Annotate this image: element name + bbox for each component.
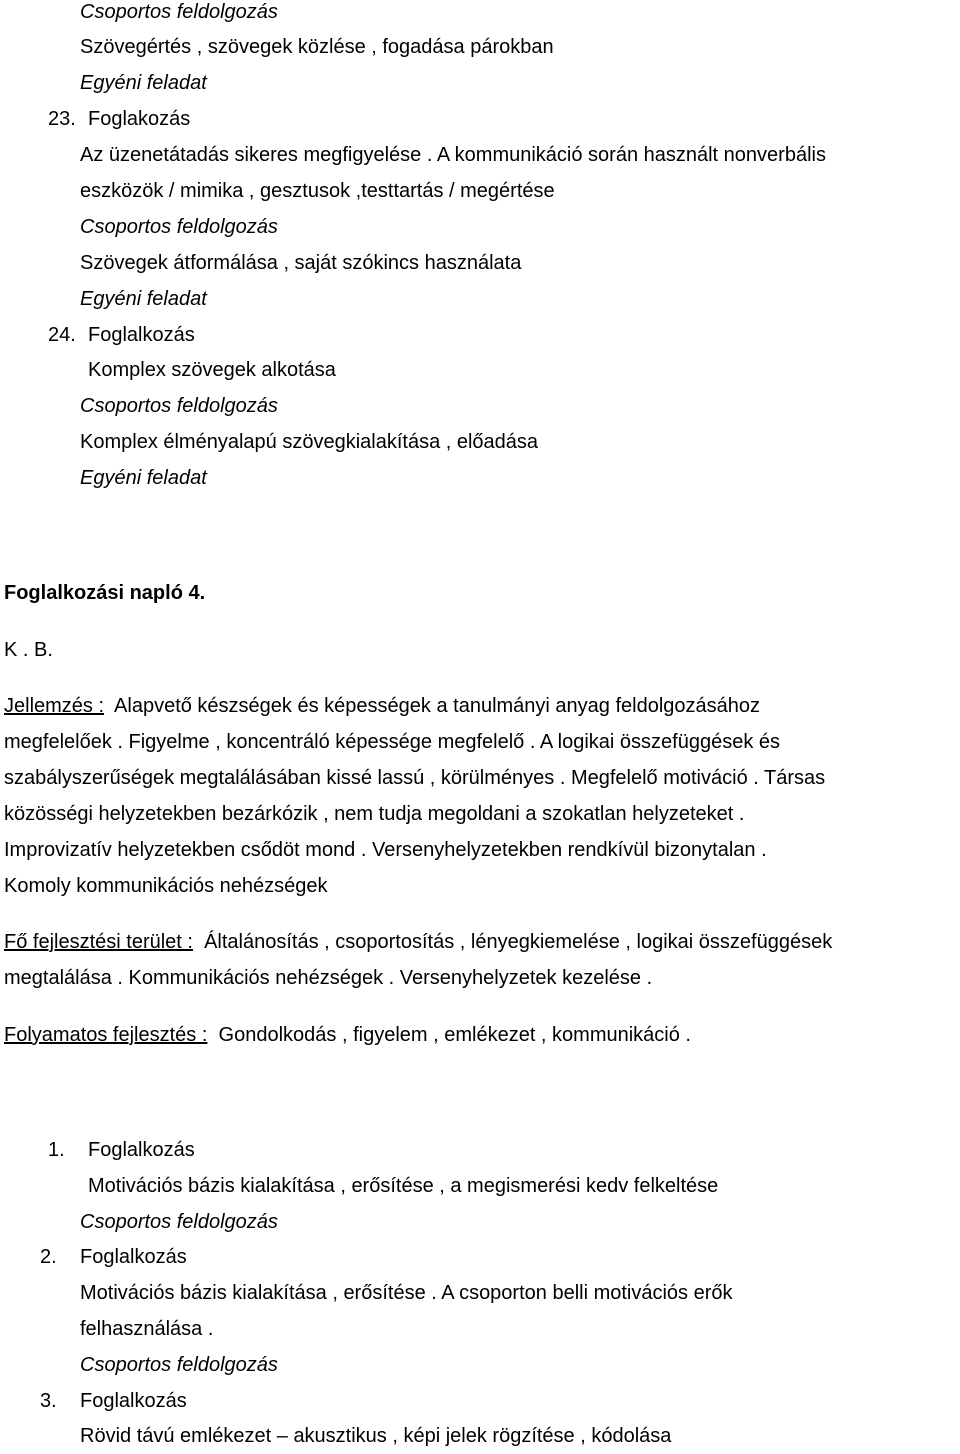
- session-title: Foglalkozás: [88, 1139, 195, 1161]
- main-area-line: [4, 924, 832, 960]
- session-text: felhasználása .: [80, 1318, 214, 1340]
- main-area-text: megtalálása . Kommunikációs nehézségek . Versenyhelyzetek kezelése .: [4, 967, 653, 989]
- continuous-line: [4, 1017, 691, 1053]
- text-line: Komplex szövegek alkotása: [88, 359, 336, 381]
- text-line: eszközök / mimika , gesztusok ,testtartás / megértése: [80, 180, 555, 202]
- session-number: 24.: [48, 324, 76, 346]
- main-area-label: Fő fejlesztési terület :: [4, 931, 193, 953]
- session-heading-3: [40, 1383, 187, 1419]
- session-number: 3.: [40, 1390, 57, 1412]
- session-number: 2.: [40, 1246, 57, 1268]
- characterization-text: szabályszerűségek megtalálásában kissé lassú , körülményes . Megfelelő motiváció . Társas: [4, 767, 826, 789]
- session-number: 23.: [48, 108, 76, 130]
- group-work-label: Csoportos feldolgozás: [80, 1354, 278, 1376]
- group-work-label: Csoportos feldolgozás: [80, 1211, 278, 1233]
- session-heading-24: [48, 317, 195, 353]
- characterization-text: Improvizatív helyzetekben csődöt mond . Versenyhelyzetekben rendkívül bizonytalan .: [4, 839, 767, 861]
- session-title: Foglalkozás: [80, 1246, 187, 1268]
- session-text: Motivációs bázis kialakítása , erősítése . A csoporton belli motivációs erők: [80, 1282, 733, 1304]
- session-number: 1.: [48, 1139, 65, 1161]
- individual-task-label: Egyéni feladat: [80, 72, 207, 94]
- session-text: Motivációs bázis kialakítása , erősítése , a megismerési kedv felkeltése: [88, 1175, 719, 1197]
- characterization-text: Komoly kommunikációs nehézségek: [4, 875, 328, 897]
- characterization-label: Jellemzés :: [4, 695, 105, 717]
- continuous-text: Gondolkodás , figyelem , emlékezet , kommunikáció .: [218, 1024, 691, 1046]
- text-line: Az üzenetátadás sikeres megfigyelése . A kommunikáció során használt nonverbális: [80, 144, 826, 166]
- characterization-text: Alapvető készségek és képességek a tanulmányi anyag feldolgozásához: [114, 695, 761, 717]
- continuous-label: Folyamatos fejlesztés :: [4, 1024, 208, 1046]
- session-heading-23: [48, 101, 190, 137]
- session-text: Rövid távú emlékezet – akusztikus , képi jelek rögzítése , kódolása: [80, 1425, 672, 1447]
- session-title: Foglalkozás: [80, 1390, 187, 1412]
- session-heading-2: [40, 1239, 187, 1275]
- characterization-text: közösségi helyzetekben bezárkózik , nem tudja megoldani a szokatlan helyzeteket .: [4, 803, 745, 825]
- text-line: Szövegek átformálása , saját szókincs használata: [80, 252, 522, 274]
- main-area-text: Általánosítás , csoportosítás , lényegkiemelése , logikai összefüggések: [204, 931, 833, 953]
- text-line: Komplex élményalapú szövegkialakítása , előadása: [80, 431, 539, 453]
- characterization-line: [4, 688, 760, 724]
- individual-task-label: Egyéni feladat: [80, 288, 207, 310]
- characterization-text: megfelelőek . Figyelme , koncentráló képessége megfelelő . A logikai összefüggések és: [4, 731, 780, 753]
- text-line: Szövegértés , szövegek közlése , fogadása párokban: [80, 36, 554, 58]
- individual-task-label: Egyéni feladat: [80, 467, 207, 489]
- group-work-label: Csoportos feldolgozás: [80, 1, 278, 23]
- group-work-label: Csoportos feldolgozás: [80, 216, 278, 238]
- group-work-label: Csoportos feldolgozás: [80, 395, 278, 417]
- journal-heading: Foglalkozási napló 4.: [4, 582, 206, 604]
- session-title: Foglalkozás: [88, 324, 195, 346]
- session-heading-1: [48, 1132, 195, 1168]
- session-title: Foglakozás: [88, 108, 191, 130]
- student-initials: K . B.: [4, 639, 53, 661]
